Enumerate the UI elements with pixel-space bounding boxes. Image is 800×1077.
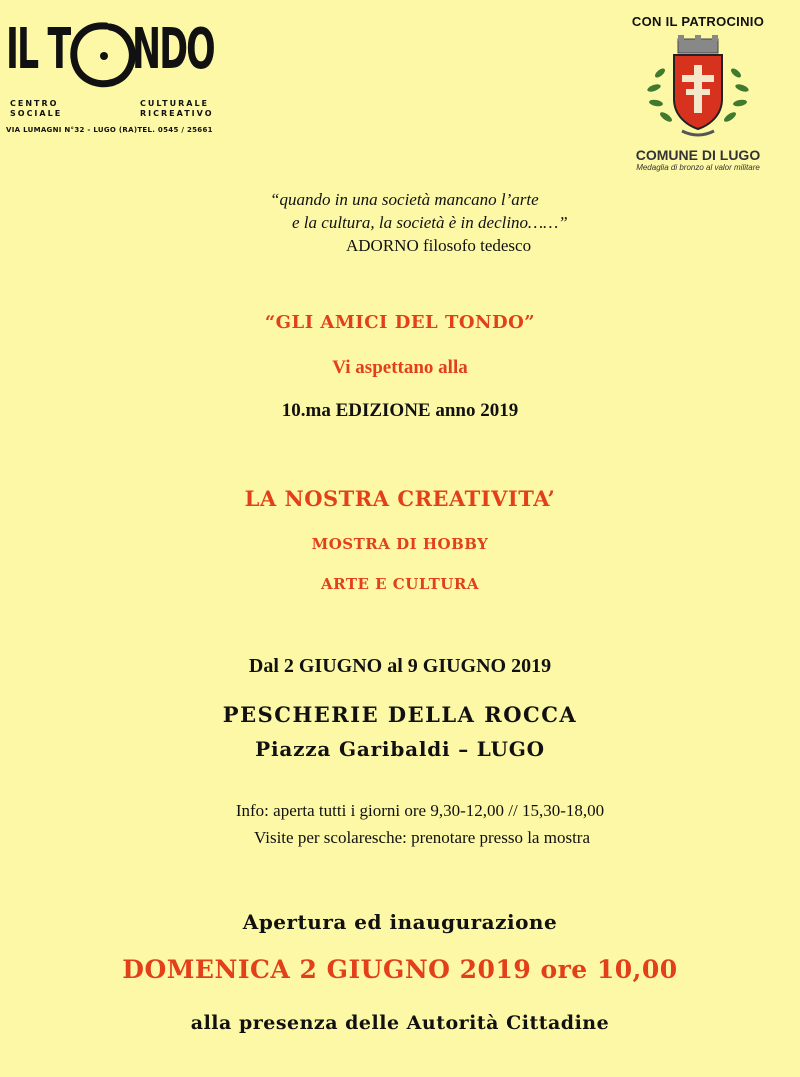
patronage-block	[618, 14, 778, 172]
logo-address: VIA LUMAGNI N°32 - LUGO (RA)TEL. 0545 / 25661	[6, 126, 213, 134]
event-dates: Dal 2 GIUGNO al 9 GIUGNO 2019	[248, 655, 552, 677]
event-edition: 10.ma EDIZIONE anno 2019	[281, 400, 519, 421]
event-venue: PESCHERIE DELLA ROCCA	[222, 702, 578, 727]
quote-line-1: “quando in una società mancano l’arte	[270, 190, 539, 209]
comune-crest-icon	[638, 33, 758, 143]
quote-line-2: e la cultura, la società è in declino……”	[292, 213, 568, 232]
event-invite: Vi aspettano alla	[332, 357, 468, 378]
authorities-line: alla presenza delle Autorità Cittadine	[190, 1012, 610, 1034]
comune-medal: Medaglia di bronzo al valor militare	[636, 163, 760, 172]
event-address: Piazza Garibaldi – LUGO	[255, 737, 545, 761]
logo-word-right: NDO	[132, 17, 214, 82]
patronage-label: CON IL PATROCINIO	[631, 14, 765, 29]
info-schools: Visite per scolaresche: prenotare presso la mostra	[253, 828, 590, 847]
exhibit-subtitle-2: ARTE E CULTURA	[320, 575, 479, 593]
opening-label: Apertura ed inaugurazione	[242, 910, 558, 934]
exhibit-subtitle-1: MOSTRA DI HOBBY	[311, 535, 489, 553]
il-tondo-logo	[6, 16, 226, 134]
logo-ring-icon	[66, 20, 140, 90]
comune-name: COMUNE DI LUGO	[635, 147, 761, 163]
logo-word-left: IL T	[6, 17, 70, 82]
exhibit-title: LA NOSTRA CREATIVITA’	[244, 486, 556, 511]
opening-date: DOMENICA 2 GIUGNO 2019 ore 10,00	[122, 955, 678, 984]
logo-subtitle-right: CULTURALE RICREATIVO	[140, 99, 214, 118]
quote-block	[240, 188, 640, 257]
quote-author: ADORNO filosofo tedesco	[346, 236, 532, 255]
info-hours: Info: aperta tutti i giorni ore 9,30-12,00 // 15,30-18,00	[235, 801, 605, 820]
logo-subtitle-left: CENTRO SOCIALE	[10, 99, 63, 118]
event-title: “GLI AMICI DEL TONDO”	[264, 312, 536, 333]
